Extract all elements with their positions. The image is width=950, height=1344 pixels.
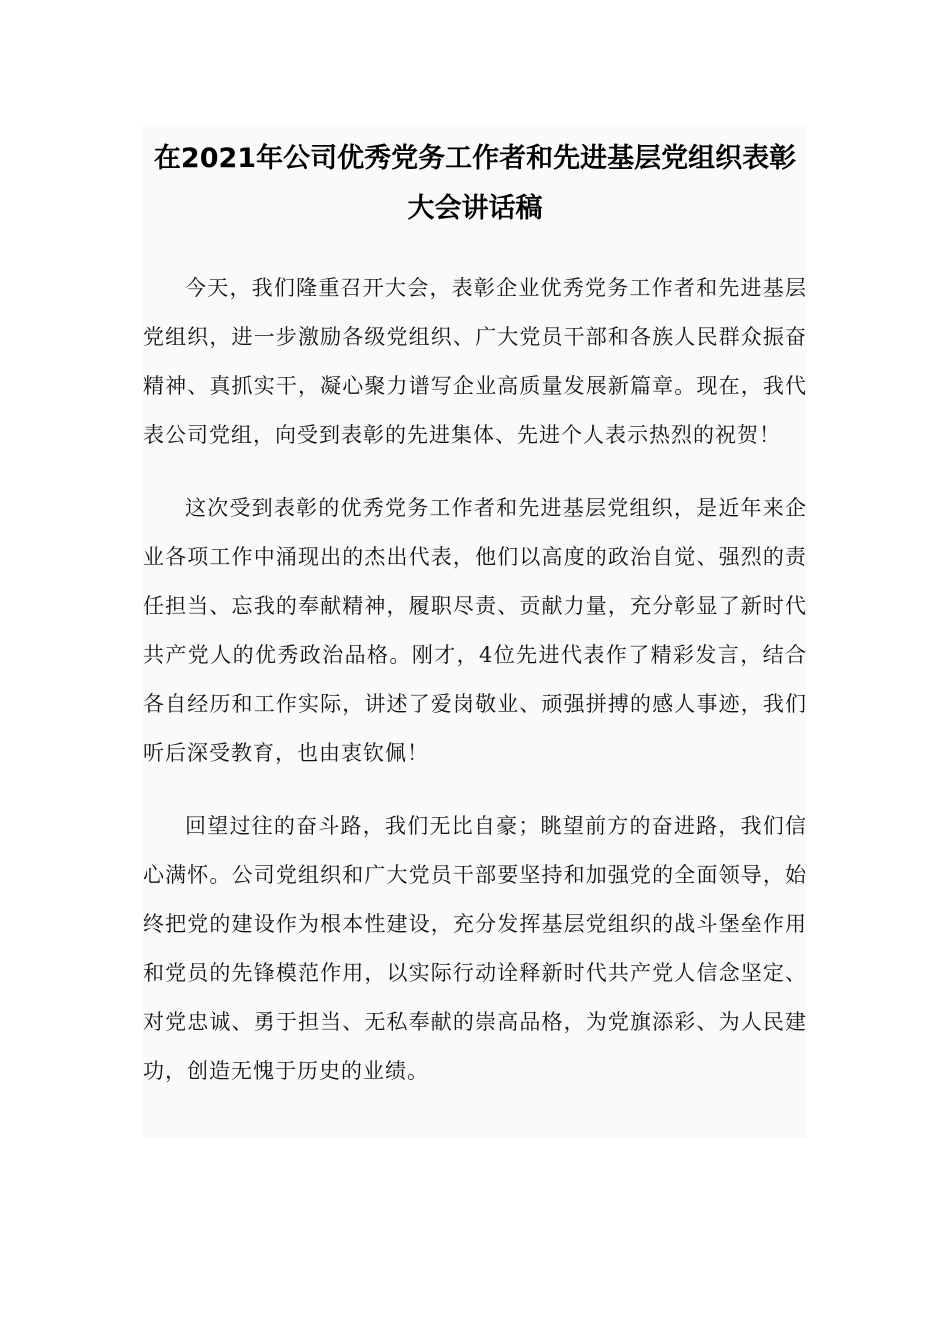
paragraph-3: 回望过往的奋斗路，我们无比自豪；眺望前方的奋进路，我们信心满怀。公司党组织和广大党员干部要坚持和加强党的全面领导，始终把党的建设作为根本性建设，充分发挥基层党组织的战斗堡垒作用和党员的先锋模范作用，以实际行动诠释新时代共产党人信念坚定、对党忠诚、勇于担当、无私奉献的崇高品格，为党旗添彩、为人民建功，创造无愧于历史的业绩。	[143, 814, 807, 1083]
document-page	[143, 124, 807, 1138]
paragraph-2: 这次受到表彰的优秀党务工作者和先进基层党组织，是近年来企业各项工作中涌现出的杰出代表，他们以高度的政治自觉、强烈的责任担当、忘我的奉献精神，履职尽责、贡献力量，充分彰显了新时代共产党人的优秀政治品格。刚才，4位先进代表作了精彩发言，结合各自经历和工作实际，讲述了爱岗敬业、顽强拼搏的感人事迹，我们听后深受教育，也由衷钦佩！	[143, 496, 807, 765]
document-title: 在2021年公司优秀党务工作者和先进基层党组织表彰大会讲话稿	[153, 143, 797, 224]
paragraph-1: 今天，我们隆重召开大会，表彰企业优秀党务工作者和先进基层党组织，进一步激励各级党组织、广大党员干部和各族人民群众振奋精神、真抓实干，凝心聚力谱写企业高质量发展新篇章。现在，我代表公司党组，向受到表彰的先进集体、先进个人表示热烈的祝贺！	[143, 276, 807, 447]
document-body	[143, 264, 807, 1096]
